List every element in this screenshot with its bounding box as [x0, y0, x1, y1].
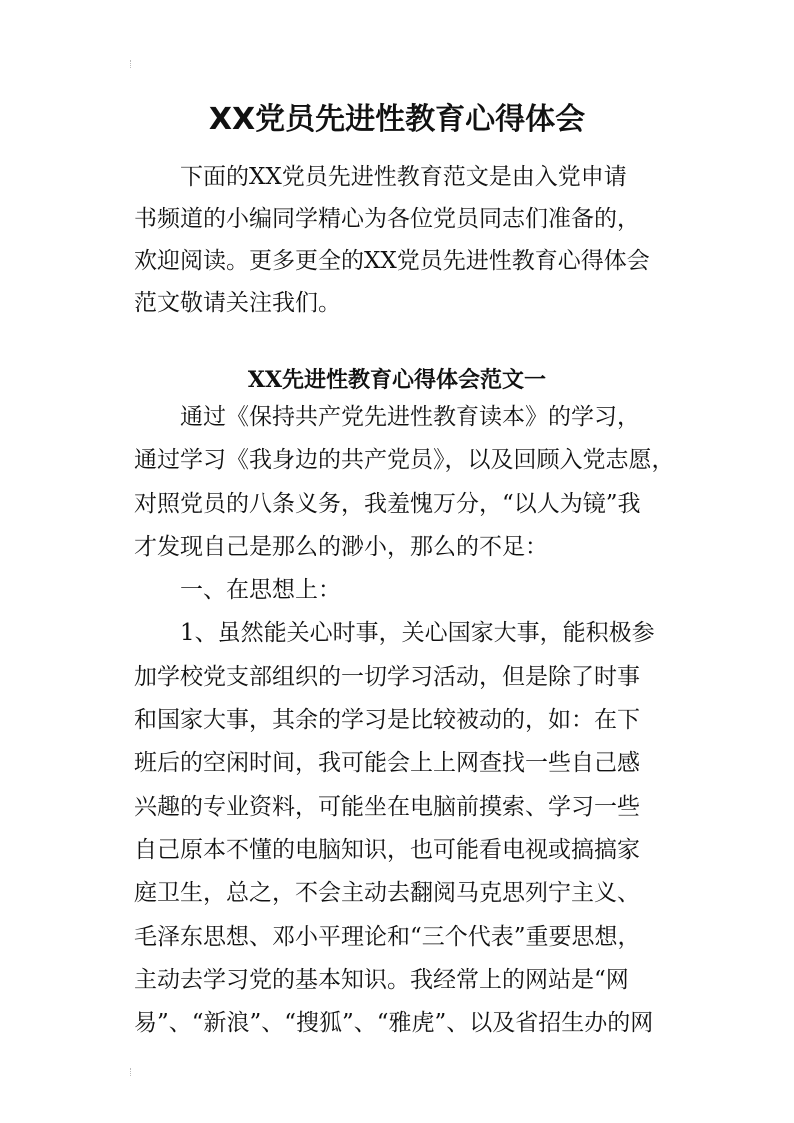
- body-line: 兴趣的专业资料，可能坐在电脑前摸索、学习一些: [134, 793, 640, 820]
- body-line: 1、虽然能关心时事，关心国家大事，能积极参: [180, 620, 655, 647]
- intro-line: 欢迎阅读。更多更全的XX党员先进性教育心得体会: [134, 248, 650, 274]
- body-paragraphs: [134, 396, 674, 1045]
- corner-mark-top: [130, 60, 137, 68]
- body-line: 自己原本不懂的电脑知识，也可能看电视或搞搞家: [134, 836, 640, 863]
- section-heading: XX先进性教育心得体会范文一: [247, 367, 547, 393]
- intro-line: 书频道的小编同学精心为各位党员同志们准备的，: [134, 206, 640, 232]
- body-line: 易”、“新浪”、“搜狐”、“雅虎”、以及省招生办的网: [134, 1010, 654, 1037]
- body-line: 毛泽东思想、邓小平理论和“三个代表”重要思想，: [134, 923, 641, 950]
- corner-mark-bottom: [130, 1068, 137, 1076]
- body-line: 对照党员的八条义务，我羞愧万分，“以人为镜”我: [134, 490, 641, 517]
- body-line: 通过学习《我身边的共产党员》，以及回顾入党志愿，: [134, 447, 675, 474]
- body-line: 主动去学习党的基本知识。我经常上的网站是“网: [134, 966, 629, 993]
- body-line: 和国家大事，其余的学习是比较被动的，如：在下: [134, 707, 640, 734]
- body-line: 才发现自己是那么的渺小，那么的不足：: [134, 533, 548, 560]
- intro-line: 下面的XX党员先进性教育范文是由入党申请: [180, 164, 627, 190]
- body-line: 通过《保持共产党先进性教育读本》的学习，: [180, 404, 640, 430]
- body-line: 班后的空闲时间，我可能会上上网查找一些自己感: [134, 750, 640, 777]
- body-line: 庭卫生，总之，不会主动去翻阅马克思列宁主义、: [134, 880, 640, 907]
- body-line: 一、在思想上：: [180, 577, 341, 604]
- intro-line: 范文敬请关注我们。: [134, 290, 341, 316]
- document-title: XX党员先进性教育心得体会: [208, 102, 586, 137]
- intro-paragraph: [134, 156, 674, 324]
- body-line: 加学校党支部组织的一切学习活动，但是除了时事: [134, 663, 640, 690]
